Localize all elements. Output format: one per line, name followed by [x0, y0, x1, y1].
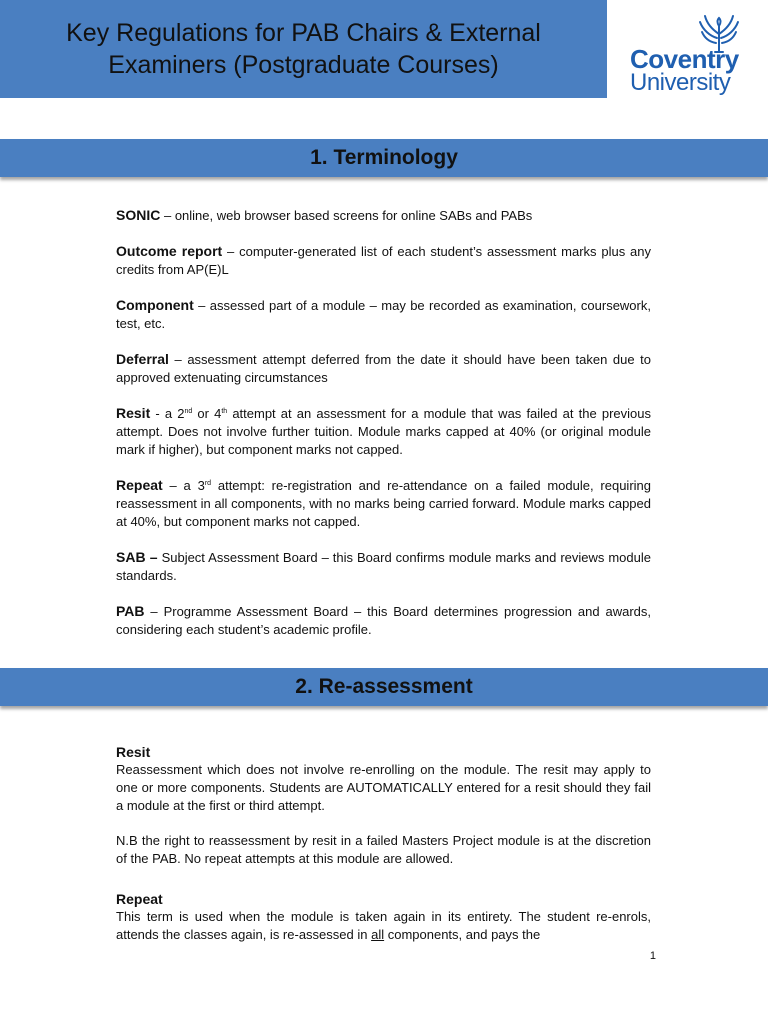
section-title: 2. Re-assessment	[295, 675, 473, 698]
reassessment-content	[116, 743, 651, 961]
coventry-university-logo	[612, 8, 762, 96]
resit-heading: Resit	[116, 744, 151, 760]
resit-block	[116, 743, 651, 815]
term-resit: Resit - a 2nd or 4th attempt at an assessment for a module that was failed at the previous attempt. Does not involve further tuition. Module marks capped at 40% (or original module mark if higher), but component marks not capped.	[116, 405, 651, 457]
section-title: 1. Terminology	[310, 146, 458, 169]
term-pab: PAB – Programme Assessment Board – this Board determines progression and awards, considering each student’s academic profile.	[116, 603, 651, 637]
repeat-text: This term is used when the module is taken again in its entirety. The student re-enrols, attends the classes again, is re-assessed in all components, and pays the	[116, 909, 651, 942]
term-repeat: Repeat – a 3rd attempt: re-registration and re-attendance on a failed module, requiring reassessment in all components, with no marks being carried forward. Module marks capped at 40%, but component marks not capped.	[116, 477, 651, 529]
terminology-list	[116, 206, 651, 656]
logo-text-coventry: Coventry	[630, 44, 739, 74]
term-deferral: Deferral – assessment attempt deferred from the date it should have been taken due to approved extenuating circumstances	[116, 351, 651, 385]
repeat-block	[116, 890, 651, 944]
resit-text: Reassessment which does not involve re-enrolling on the module. The resit may apply to one or more components. Students are AUTOMATICALLY entered for a resit should they fail a module at the first or third attempt.	[116, 762, 651, 813]
page-number: 1	[649, 950, 656, 962]
term-outcome-report: Outcome report – computer-generated list of each student’s assessment marks plus any credits from AP(E)L	[116, 243, 651, 277]
document-title: Key Regulations for PAB Chairs & External Examiners (Postgraduate Courses)	[66, 19, 541, 79]
term-sonic: SONIC – online, web browser based screens for online SABs and PABs	[116, 207, 533, 223]
section-banner-terminology	[0, 139, 768, 177]
term-sab: SAB – Subject Assessment Board – this Board confirms module marks and reviews module standards.	[116, 549, 651, 583]
term-component: Component – assessed part of a module – may be recorded as examination, coursework, test, etc.	[116, 297, 651, 331]
logo-text-university: University	[630, 69, 731, 96]
section-banner-reassessment	[0, 668, 768, 706]
repeat-heading: Repeat	[116, 891, 163, 907]
nb-text: N.B the right to reassessment by resit in a failed Masters Project module is at the discretion of the PAB. No repeat attempts at this module are allowed.	[116, 833, 651, 866]
header-bar	[0, 0, 607, 98]
